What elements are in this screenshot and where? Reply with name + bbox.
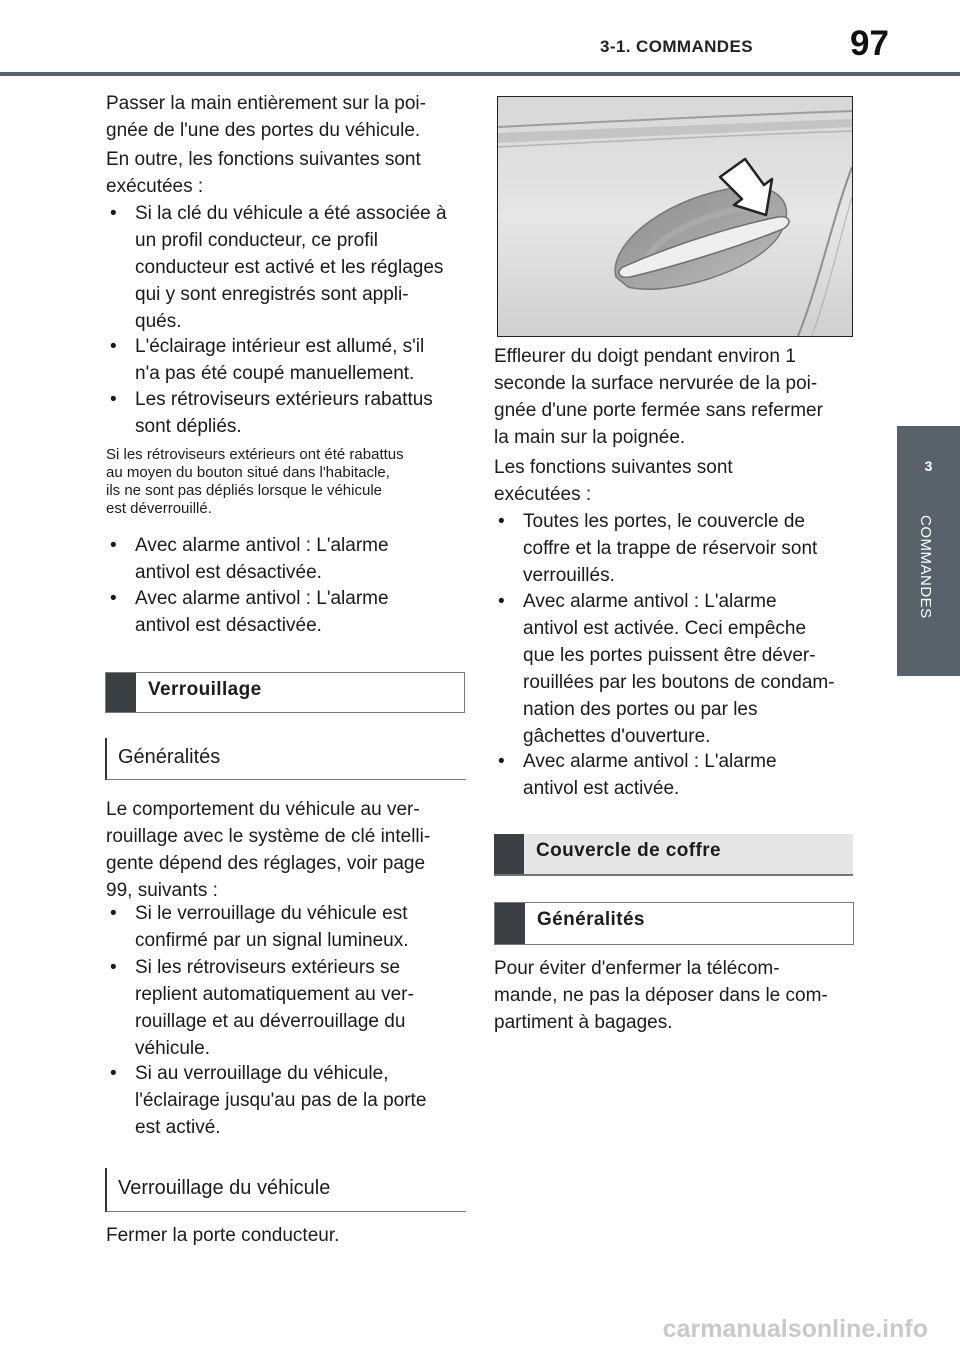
text-line: partiment à bagages. [494, 1012, 673, 1033]
text-line: ils ne sont pas dépliés lorsque le véhicule [106, 482, 382, 499]
text-line: nation des portes ou par les [523, 699, 758, 720]
door-handle-drawing [498, 97, 852, 336]
bullet-icon: • [110, 336, 117, 357]
text-line: l'éclairage jusqu'au pas de la porte [135, 1090, 427, 1111]
bullet-icon: • [110, 1063, 117, 1084]
text-line: confirmé par un signal lumineux. [135, 930, 409, 951]
right-paragraph-2 [494, 454, 864, 508]
text-line: exécutées : [106, 176, 204, 197]
section-title: Généralités [537, 909, 645, 930]
text-line: L'éclairage intérieur est allumé, s'il [135, 336, 425, 357]
text-line: conducteur est activé et les réglages [135, 257, 444, 278]
text-line: Si le verrouillage du véhicule est [135, 903, 408, 924]
note-text [106, 446, 466, 518]
section-marker [106, 673, 136, 712]
section-marker [494, 834, 524, 874]
text-line: un profil conducteur, ce profil [135, 230, 378, 251]
text-line: rouillées par les boutons de condam- [523, 672, 835, 693]
text-line: antivol est activée. [523, 778, 680, 799]
header-rule [0, 72, 960, 76]
text-line: rouillage avec le système de clé intelli- [106, 826, 431, 847]
text-line: sont dépliés. [135, 416, 242, 437]
subsection-header-verrouillage-vehicule [105, 1168, 466, 1212]
bullet-icon: • [110, 903, 117, 924]
right-paragraph-1 [494, 343, 864, 451]
section-header-couvercle-de-coffre [494, 834, 853, 876]
text-line: En outre, les fonctions suivantes sont [106, 149, 421, 170]
bullet-icon: • [498, 751, 505, 772]
text-line: rouillage et au déverrouillage du [135, 1011, 406, 1032]
section-title: Couvercle de coffre [536, 840, 721, 861]
text-line: coffre et la trappe de réservoir sont [523, 538, 818, 559]
text-line: antivol est désactivée. [135, 562, 322, 583]
text-line: Passer la main entièrement sur la poi- [106, 93, 426, 114]
text-line: au moyen du bouton situé dans l'habitacle, [106, 464, 390, 481]
text-line: Les fonctions suivantes sont [494, 457, 733, 478]
text-line: Avec alarme antivol : L'alarme [135, 535, 389, 556]
text-line: Pour éviter d'enfermer la télécom- [494, 958, 780, 979]
text-line: qui y sont enregistrés sont appli- [135, 284, 409, 305]
bullet-icon: • [110, 535, 117, 556]
text-line: la main sur la poignée. [494, 427, 686, 448]
right-paragraph-3 [494, 955, 864, 1036]
text-line: que les portes puissent être déver- [523, 645, 816, 666]
text-line: gâchettes d'ouverture. [523, 726, 711, 747]
door-handle-illustration [497, 96, 853, 337]
text-line: antivol est activée. Ceci empêche [523, 618, 807, 639]
text-line: véhicule. [135, 1038, 210, 1059]
header-section-title: 3-1. COMMANDES [600, 37, 753, 56]
bullet-icon: • [498, 511, 505, 532]
chapter-tab-number: 3 [924, 458, 933, 474]
text-line: Toutes les portes, le couvercle de [523, 511, 805, 532]
bullet-icon: • [110, 957, 117, 978]
text-line: Effleurer du doigt pendant environ 1 [494, 346, 796, 367]
text-line: Les rétroviseurs extérieurs rabattus [135, 389, 433, 410]
left-paragraph-2 [106, 146, 466, 200]
text-line: Le comportement du véhicule au ver- [106, 799, 420, 820]
subsection-title: Généralités [118, 746, 221, 768]
text-line: mande, ne pas la déposer dans le com- [494, 985, 828, 1006]
text-line: verrouillés. [523, 565, 615, 586]
text-line: est activé. [135, 1117, 221, 1138]
text-line: gnée d'une porte fermée sans refermer [494, 400, 823, 421]
text-line: Avec alarme antivol : L'alarme [523, 591, 777, 612]
text-line: Avec alarme antivol : L'alarme [135, 588, 389, 609]
text-line: Si les rétroviseurs extérieurs se [135, 957, 401, 978]
text-line: Avec alarme antivol : L'alarme [523, 751, 777, 772]
section-header-generalites [494, 902, 854, 945]
text-line: Si les rétroviseurs extérieurs ont été rabattus [106, 446, 404, 463]
bullet-icon: • [498, 591, 505, 612]
bullet-icon: • [110, 588, 117, 609]
text-line: antivol est désactivée. [135, 615, 322, 636]
text-line: gnée de l'une des portes du véhicule. [106, 120, 421, 141]
left-paragraph-1 [106, 90, 466, 144]
text-line: Si la clé du véhicule a été associée à [135, 203, 447, 224]
left-paragraph-3 [106, 796, 466, 904]
bullet-icon: • [110, 389, 117, 410]
chapter-tab-label: COMMANDES [917, 515, 934, 619]
text-line: exécutées : [494, 484, 592, 505]
left-paragraph-4: Fermer la porte conducteur. [106, 1225, 340, 1246]
text-line: est déverrouillé. [106, 500, 212, 517]
text-line: replient automatiquement au ver- [135, 984, 414, 1005]
text-line: 99, suivants : [106, 880, 218, 901]
bullet-icon: • [110, 203, 117, 224]
section-header-verrouillage [105, 672, 465, 713]
text-line: qués. [135, 311, 182, 332]
footer-watermark: carmanualsonline.info [662, 1315, 928, 1343]
text-line: seconde la surface nervurée de la poi- [494, 373, 818, 394]
subsection-title: Verrouillage du véhicule [118, 1177, 331, 1199]
text-line: Si au verrouillage du véhicule, [135, 1063, 389, 1084]
text-line: n'a pas été coupé manuellement. [135, 363, 415, 384]
subsection-header-generalites [105, 738, 466, 780]
chapter-tab-label-wrap [917, 515, 939, 675]
section-title: Verrouillage [148, 679, 262, 700]
text-line: gente dépend des réglages, voir page [106, 853, 426, 874]
section-marker [495, 903, 525, 944]
page-number: 97 [850, 24, 889, 63]
